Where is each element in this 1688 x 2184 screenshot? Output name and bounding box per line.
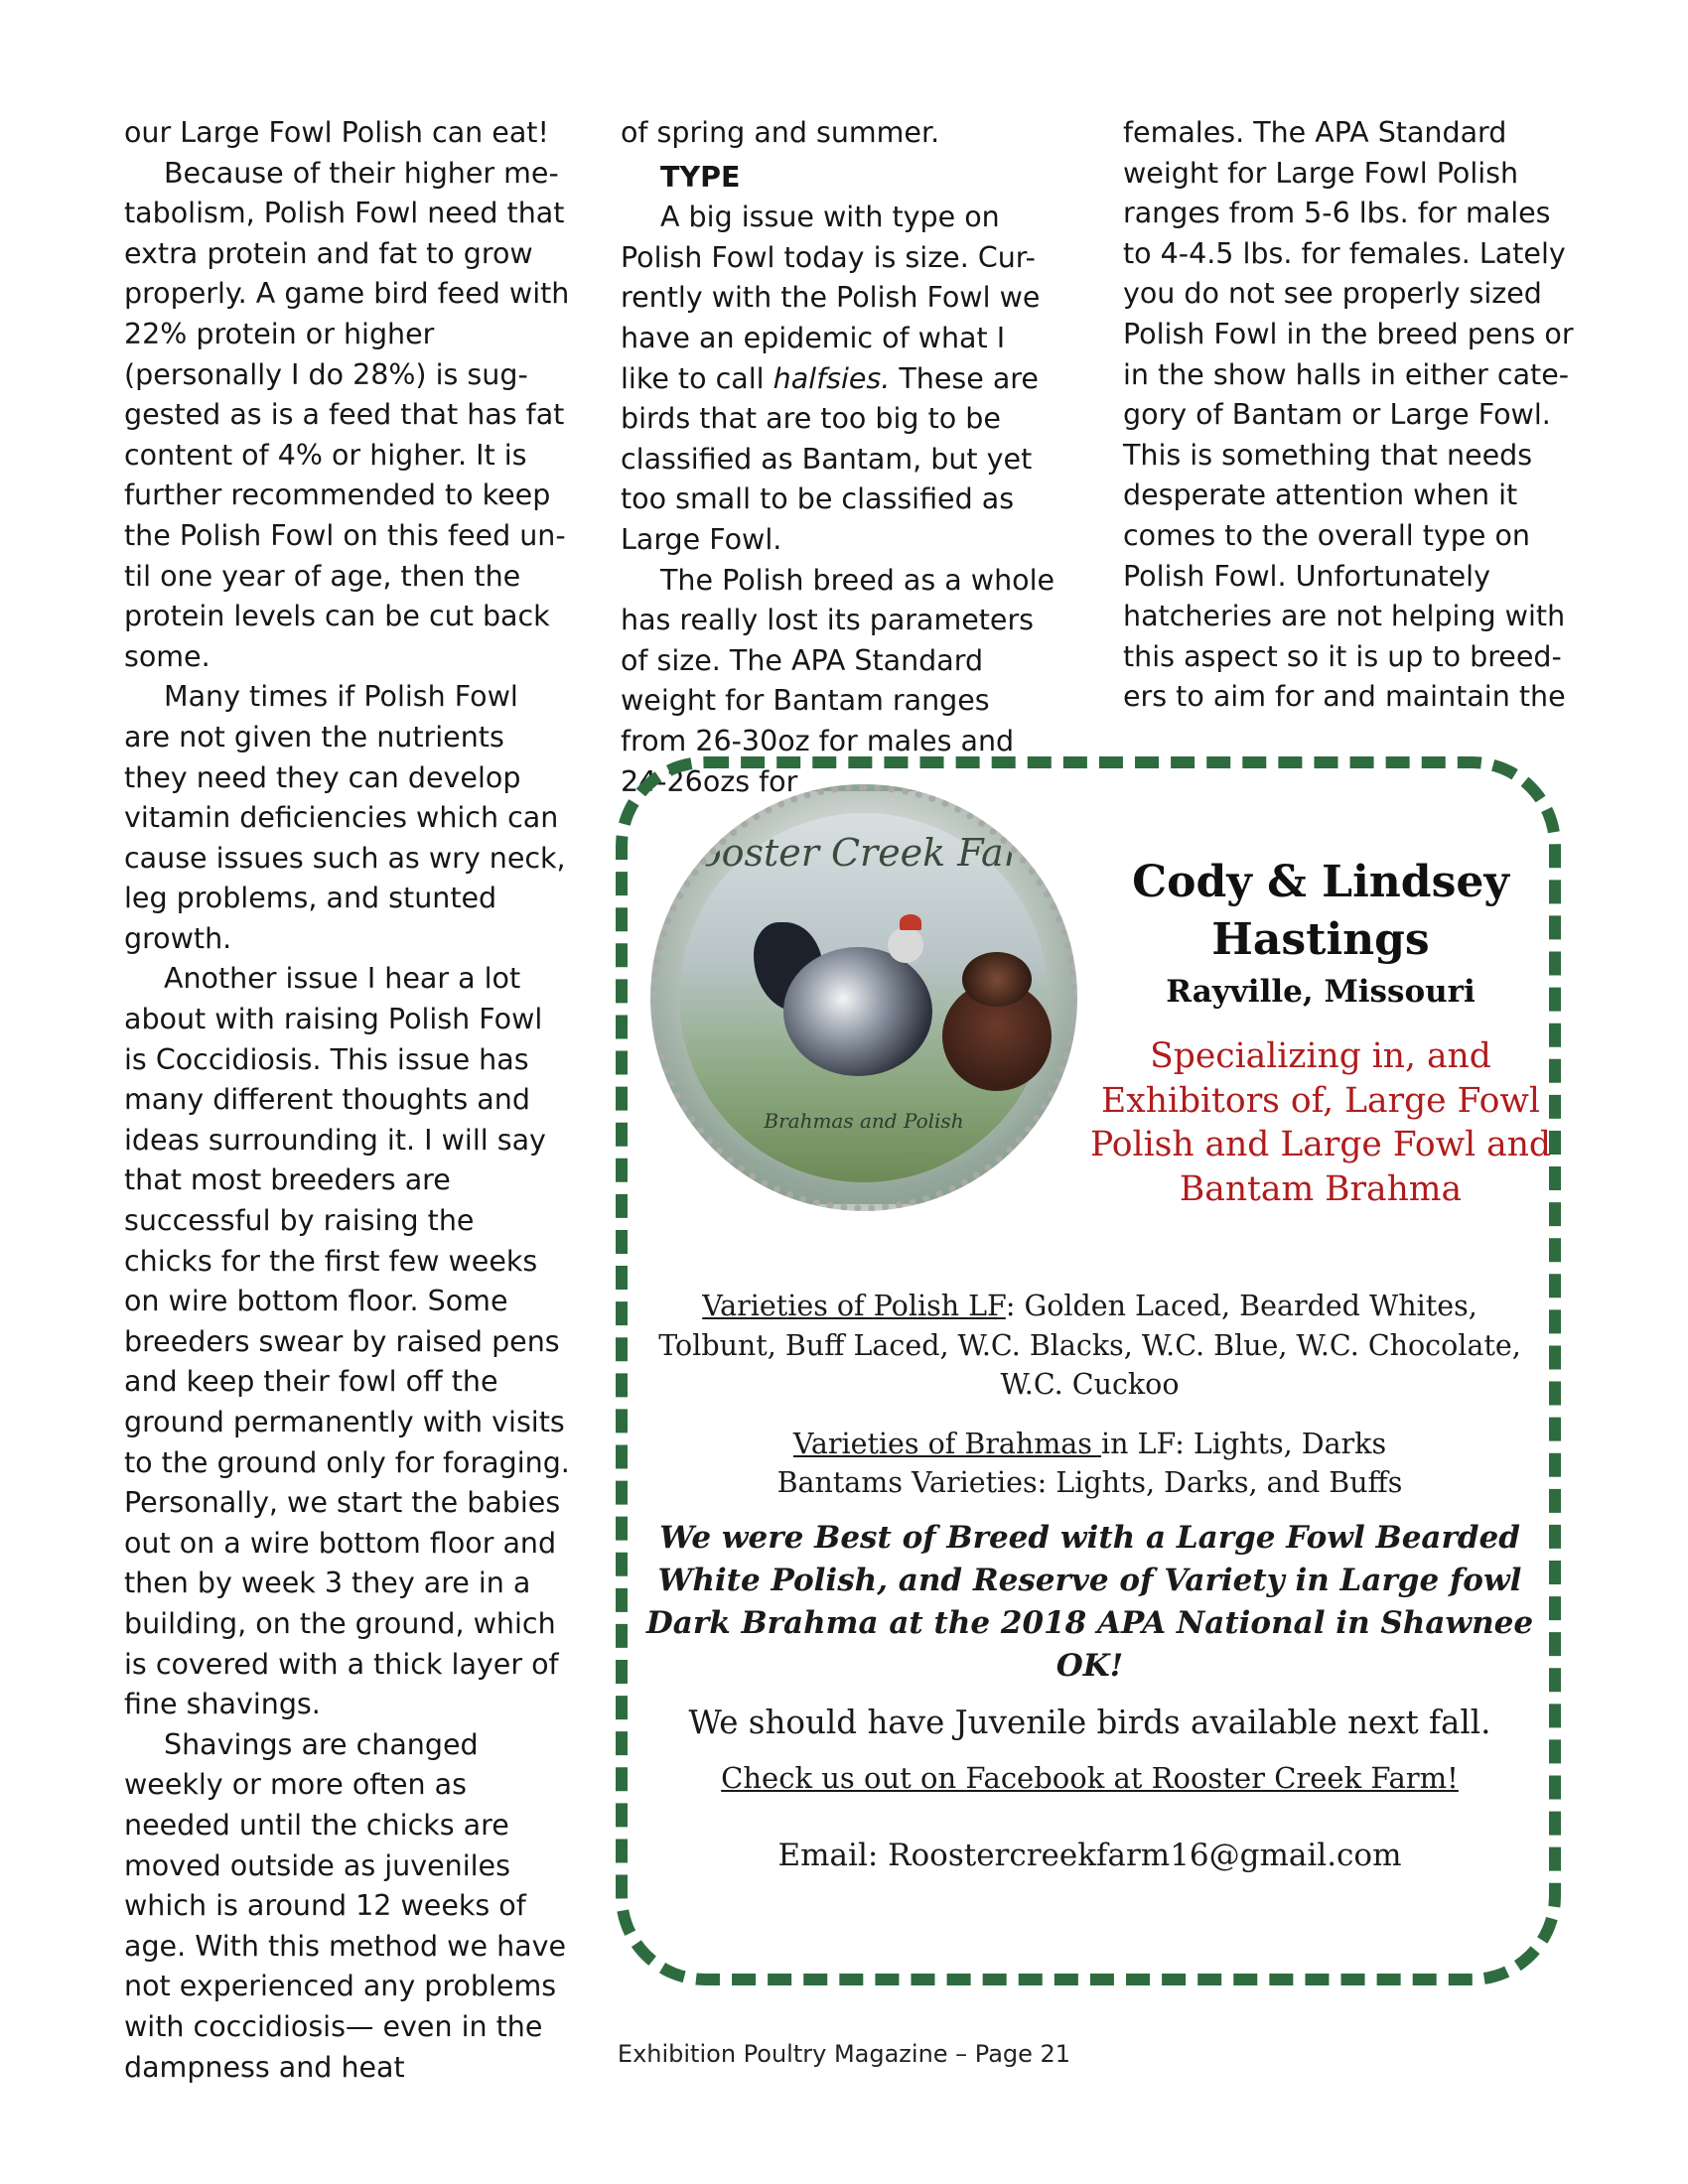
page-footer: Exhibition Poultry Magazine – Page 21: [617, 2040, 1071, 2068]
paragraph: Shavings are changed weekly or more often as needed until the chicks are moved outside as juveniles which is around 12 weeks of age. With this method we have not experienced any problems with coccidiosis— even in the dampness and heat: [124, 1727, 566, 2084]
ad-details: [640, 1287, 1539, 1875]
ad-header: [1087, 854, 1554, 1211]
logo-subtitle: Brahmas and Polish: [764, 1109, 964, 1133]
brahma-varieties: [640, 1425, 1539, 1503]
bantam-varieties: Bantams Varieties: Lights, Darks, and Buffs: [776, 1466, 1403, 1499]
paragraph: females. The APA Standard weight for Large Fowl Polish ranges from 5-6 lbs. for males to 4-4.5 lbs. for females. Lately you do not see properly sized Polish Fowl in the breed pens or in the show halls in either cate-gory of Bantam or Large Fowl. This is something that needs desperate attention when it comes to the overall type on Polish Fowl. Unfortunately hatcheries are not helping with this aspect so it is up to breed-ers to aim for and maintain the: [1123, 116, 1574, 714]
paragraph: Another issue I hear a lot about with raising Polish Fowl is Coccidiosis. This issue has many different thoughts and ideas surrounding it. I will say that most breeders are successful by raising the chicks for the first few weeks on wire bottom floor. Some breeders swear by raised pens and keep their fowl off the ground permanently with visits to the ground only for foraging. Personally, we start the babies out on a wire bottom floor and then by week 3 they are in a building, on the ground, which is covered with a thick layer of fine shavings.: [124, 962, 570, 1721]
polish-varieties: [640, 1287, 1539, 1405]
emphasis-text: halfsies.: [773, 361, 891, 395]
owner-names: Cody & Lindsey Hastings: [1132, 857, 1509, 965]
polish-varieties-text: : Golden Laced, Bearded Whites, Tolbunt, Buff Laced, W.C. Blacks, W.C. Blue, W.C. Chocolate, W.C. Cuckoo: [658, 1290, 1521, 1401]
email-link[interactable]: Email: Roostercreekfarm16@gmail.com: [777, 1837, 1402, 1873]
brahma-varieties-text: in LF: Lights, Darks: [1101, 1427, 1387, 1460]
farm-logo: [650, 784, 1077, 1211]
paragraph: of spring and summer.: [621, 116, 940, 149]
paragraph: [621, 198, 1062, 560]
brahma-comb: [900, 914, 921, 930]
brahma-head: [888, 927, 923, 963]
specialty-text: Specializing in, and Exhibitors of, Large Fowl Polish and Large Fowl and Bantam Brahma: [1089, 1036, 1552, 1209]
location: Rayville, Missouri: [1166, 974, 1476, 1010]
polish-crest: [962, 952, 1032, 1007]
brahma-varieties-label: Varieties of Brahmas: [792, 1427, 1101, 1460]
paragraph-text: These are birds that are too big to be classified as Bantam, but yet too small to be classified as Large Fowl.: [621, 361, 1039, 556]
logo-title: Rooster Creek Farm: [670, 831, 1057, 875]
facebook-link[interactable]: Check us out on Facebook at Rooster Creek Farm!: [721, 1760, 1459, 1795]
award-text: We were Best of Breed with a Large Fowl Bearded White Polish, and Reserve of Variety in Large fowl Dark Brahma at the 2018 APA National in Shawnee OK!: [645, 1519, 1534, 1684]
paragraph: Because of their higher me-tabolism, Polish Fowl need that extra protein and fat to grow properly. A game bird feed with 22% protein or higher (personally I do 28%) is sug-gested as is a feed that has fat content of 4% or higher. It is further recommended to keep the Polish Fowl on this feed un-til one year of age, then the protein levels can be cut back some.: [124, 156, 570, 673]
article-column-middle: [621, 113, 1062, 802]
paragraph-text: A big issue with type on Polish Fowl today is size. Cur-rently with the Polish Fowl we have an epidemic of what I like to call: [621, 201, 1041, 395]
section-heading: TYPE: [660, 160, 741, 194]
juvenile-note: We should have Juvenile birds available next fall.: [688, 1703, 1491, 1741]
paragraph: Many times if Polish Fowl are not given the nutrients they need they can develop vitamin deficiencies which can cause issues such as wry neck, leg problems, and stunted growth.: [124, 680, 566, 955]
article-column-left: [124, 113, 571, 2088]
article-column-right: [1123, 113, 1575, 718]
brahma-rooster-image: [783, 947, 932, 1076]
polish-varieties-label: Varieties of Polish LF: [702, 1290, 1006, 1322]
paragraph: our Large Fowl Polish can eat!: [124, 116, 549, 149]
paragraph: The Polish breed as a whole has really lost its parameters of size. The APA Standard weight for Bantam ranges from 26-30oz for males and 24-26ozs for: [621, 563, 1055, 798]
